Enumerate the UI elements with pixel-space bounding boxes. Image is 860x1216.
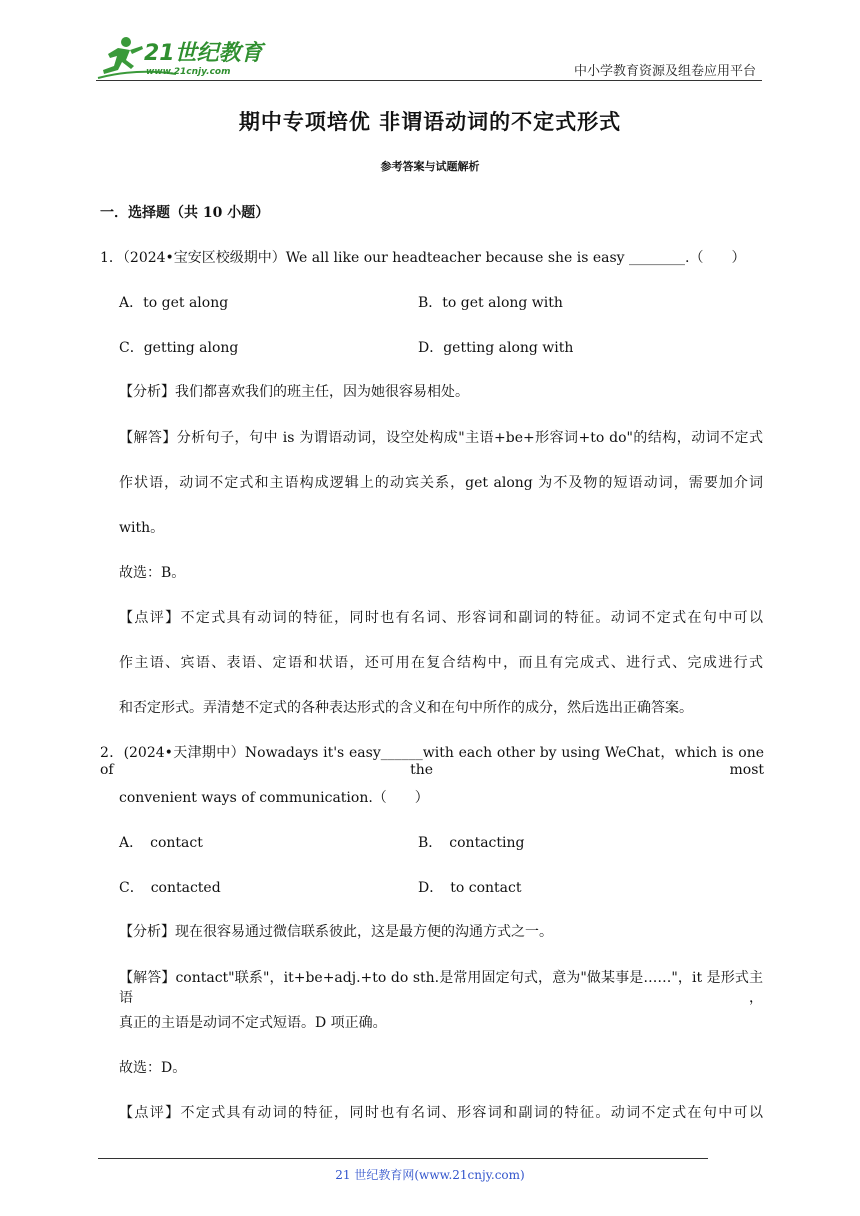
question-2-comment-line: 【点评】不定式具有动词的特征，同时也有名词、形容词和副词的特征。动词不定式在句中可以 xyxy=(119,1105,763,1121)
question-1-answer-line: 【解答】分析句子，句中 is 为谓语动词，设空处构成"主语+be+形容词+to do"的结构，动词不定式 xyxy=(119,430,763,446)
question-1-comment-line: 和否定形式。弄清楚不定式的各种表达形式的含义和在句中所作的成分，然后选出正确答案。 xyxy=(119,700,693,716)
question-1-option-a: A．to get along xyxy=(119,295,229,311)
question-2-answer-line: 【解答】contact"联系"，it+be+adj.+to do sth.是常用固定句式，意为"做某事是……"，it 是形式主语， xyxy=(119,970,763,1006)
section-heading: 一．选择题（共 10 小题） xyxy=(100,205,270,221)
question-1-option-b: B．to get along with xyxy=(418,295,563,311)
question-2-option-a: A． contact xyxy=(119,835,203,851)
footer-link[interactable]: 21 世纪教育网(www.21cnjy.com) xyxy=(335,1168,525,1182)
question-1-comment-line: 【点评】不定式具有动词的特征，同时也有名词、形容词和副词的特征。动词不定式在句中可以 xyxy=(119,610,763,626)
site-logo xyxy=(96,34,266,82)
question-1-choice: 故选：B。 xyxy=(119,565,186,581)
page-subtitle: 参考答案与试题解析 xyxy=(380,160,480,173)
question-1-answer-line: 作状语，动词不定式和主语构成逻辑上的动宾关系，get along 为不及物的短语动词，需要加介词 xyxy=(119,475,763,491)
logo-url: www.21cnjy.com xyxy=(146,67,231,77)
question-2-option-b: B． contacting xyxy=(418,835,525,851)
question-2-choice: 故选：D。 xyxy=(119,1060,187,1076)
question-1-answer-line: with。 xyxy=(119,520,165,536)
runner-icon xyxy=(103,37,143,74)
question-1-analysis: 【分析】我们都喜欢我们的班主任，因为她很容易相处。 xyxy=(119,384,469,400)
question-2-stem-line: convenient ways of communication.（ ） xyxy=(119,790,429,806)
question-2-option-c: C． contacted xyxy=(119,880,221,896)
question-2-answer-line: 真正的主语是动词不定式短语。D 项正确。 xyxy=(119,1015,387,1031)
header-platform-text: 中小学教育资源及组卷应用平台 xyxy=(573,64,756,79)
question-2-option-d: D． to contact xyxy=(418,880,522,896)
question-2-analysis: 【分析】现在很容易通过微信联系彼此，这是最方便的沟通方式之一。 xyxy=(119,924,553,940)
question-1-stem: 1．（2024•宝安区校级期中）We all like our headteacher because she is easy ________.（ ） xyxy=(100,250,746,266)
page-title: 期中专项培优 非谓语动词的不定式形式 xyxy=(238,109,622,134)
question-1-option-c: C．getting along xyxy=(119,340,239,356)
logo-text: 21世纪教育 xyxy=(144,41,263,66)
footer-divider xyxy=(98,1158,708,1159)
question-2-stem-line: 2．(2024•天津期中）Nowadays it's easy______with each other by using WeChat，which is one of the most xyxy=(100,745,764,778)
question-1-option-d: D．getting along with xyxy=(418,340,574,356)
question-1-comment-line: 作主语、宾语、表语、定语和状语，还可用在复合结构中，而且有完成式、进行式、完成进行式 xyxy=(119,655,763,671)
header-divider xyxy=(96,80,762,81)
